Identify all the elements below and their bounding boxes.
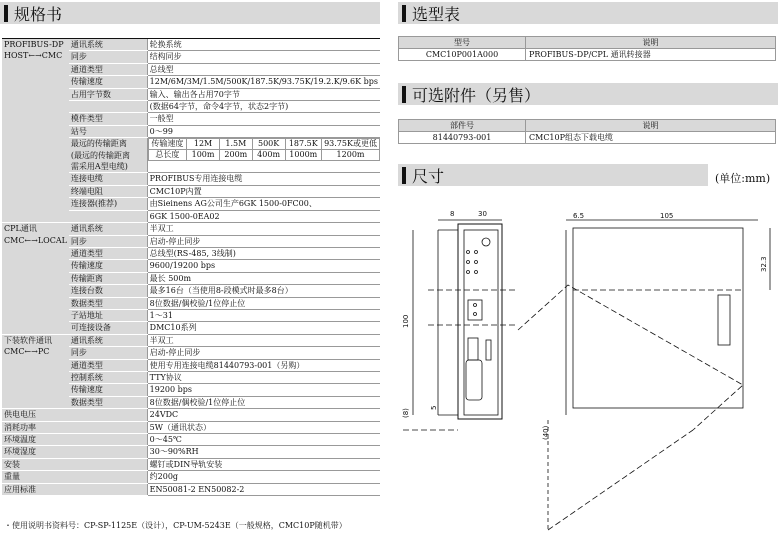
spec-key: 通道类型	[69, 63, 147, 75]
accessory-header	[398, 83, 778, 105]
spec-key: 连接台数	[69, 285, 147, 297]
spec-key: 通道类型	[69, 247, 147, 259]
general-value: 5W（通讯状态）	[147, 421, 380, 433]
general-key: 供电电压	[2, 409, 147, 421]
spec-value: 结构同步	[147, 51, 380, 63]
spec-key: 传输速度	[69, 260, 147, 272]
dim-105: 105	[660, 212, 674, 220]
spec-value: 8位数据/偶校验/1位停止位	[147, 297, 380, 309]
general-value: 30～90%RH	[147, 446, 380, 458]
general-key: 重量	[2, 471, 147, 483]
dim-30: 30	[478, 210, 487, 218]
general-key: 安装	[2, 458, 147, 470]
general-key: 应用标准	[2, 483, 147, 495]
spec-value: 由Sieinens AG公司生产6GK 1500-0FC00、	[147, 198, 380, 210]
spec-value: 总线型	[147, 63, 380, 75]
spec-value: 启动-停止同步	[147, 347, 380, 359]
spec-value: 0～99	[147, 125, 380, 137]
spec-key: 同步	[69, 51, 147, 63]
spec-value: 8位数据/偶校验/1位停止位	[147, 396, 380, 408]
select-header-model: 型号	[399, 37, 526, 49]
spec-header	[0, 2, 380, 24]
dimension-title: 尺寸	[412, 166, 445, 186]
dimension-header	[398, 164, 708, 186]
spec-value: TTY协议	[147, 371, 380, 383]
spec-key: 子站地址	[69, 309, 147, 321]
footnote: ・使用说明书资料号：CP-SP-1125E（设计），CP-UM-5243E（一般规格，CMC10P随机带）	[4, 521, 347, 530]
spec-value: (数据64字节，命令4字节，状态2字节)	[147, 101, 380, 113]
spec-value: 使用专用连接电缆81440793-001（另购）	[147, 359, 380, 371]
spec-value: 半双工	[147, 223, 380, 235]
acc-header-part: 部件号	[399, 120, 526, 132]
dim-65: 6.5	[573, 212, 585, 220]
spec-value: 19200 bps	[147, 384, 380, 396]
spec-key: 同步	[69, 235, 147, 247]
dim-5: 5	[430, 405, 438, 410]
select-model: CMC10P001A000	[399, 49, 526, 61]
acc-desc: CMC10P组态下载电缆	[526, 132, 776, 144]
spec-key: 终端电阻	[69, 185, 147, 197]
accessory-table	[398, 119, 776, 144]
spec-key	[69, 210, 147, 222]
distance-length: 400m	[252, 150, 285, 161]
spec-key: 站号	[69, 125, 147, 137]
spec-key: 数据类型	[69, 396, 147, 408]
front-view	[402, 210, 550, 530]
spec-key: 数据类型	[69, 297, 147, 309]
distance-length: 100m	[187, 150, 220, 161]
spec-value: CMC10P内置	[147, 185, 380, 197]
distance-length: 1000m	[285, 150, 322, 161]
distance-speed-header: 传输速度	[148, 139, 187, 150]
distance-speed: 500K	[252, 139, 285, 150]
spec-value: DMC10系列	[147, 322, 380, 334]
spec-key: 同步	[69, 347, 147, 359]
spec-value: 一般型	[147, 113, 380, 125]
spec-key: 控制系统	[69, 371, 147, 383]
spec-group: 下装软件通讯 CMC←→PC	[2, 334, 69, 408]
spec-group: PROFIBUS-DP HOST←→CMC	[2, 39, 69, 223]
spec-key: 占用字节数	[69, 88, 147, 100]
spec-table	[2, 38, 380, 496]
general-key: 环境湿度	[2, 446, 147, 458]
dimension-drawing	[398, 190, 778, 545]
spec-key: 连接电缆	[69, 173, 147, 185]
distance-label: 最远的传输距离 (最远的传输距离 需采用A型电缆)	[69, 138, 147, 173]
spec-value: 最多16台（当使用8-段模式时最多8台）	[147, 285, 380, 297]
distance-length: 200m	[219, 150, 252, 161]
spec-value: 启动-停止同步	[147, 235, 380, 247]
spec-value: 总线型(RS-485, 3线制)	[147, 247, 380, 259]
general-key: 环境温度	[2, 434, 147, 446]
distance-speed: 93.75K或更低	[322, 139, 380, 150]
distance-length: 1200m	[322, 150, 380, 161]
spec-value: 最长 500m	[147, 272, 380, 284]
spec-value: 半双工	[147, 334, 380, 346]
spec-value: 轮换系统	[147, 39, 380, 51]
side-view	[518, 212, 770, 530]
spec-value: 9600/19200 bps	[147, 260, 380, 272]
dim-323: 32.3	[760, 256, 768, 272]
dim-8: 8	[450, 210, 455, 218]
distance-speed: 12M	[187, 139, 220, 150]
select-header	[398, 2, 778, 24]
general-value: 0～45℃	[147, 434, 380, 446]
spec-key: 连接器(推荐)	[69, 198, 147, 210]
dim-100: 100	[402, 314, 410, 328]
select-header-desc: 说明	[526, 37, 776, 49]
general-value: 螺钉或DIN导轨安装	[147, 458, 380, 470]
spec-value: 输入、输出各占用70字节	[147, 88, 380, 100]
acc-part: 81440793-001	[399, 132, 526, 144]
spec-value: PROFIBUS专用连接电缆	[147, 173, 380, 185]
distance-length-header: 总长度	[148, 150, 187, 161]
general-key: 消耗功率	[2, 421, 147, 433]
spec-value: 6GK 1500-0EA02	[147, 210, 380, 222]
acc-header-desc: 说明	[526, 120, 776, 132]
spec-key: 传输距离	[69, 272, 147, 284]
select-title: 选型表	[412, 4, 461, 24]
spec-key: 通道类型	[69, 359, 147, 371]
spec-key: 通讯系统	[69, 39, 147, 51]
spec-key	[69, 101, 147, 113]
spec-title: 规格书	[14, 4, 63, 24]
unit-label: (单位:mm)	[715, 172, 771, 185]
select-table	[398, 36, 776, 61]
spec-key: 传输速度	[69, 384, 147, 396]
spec-key: 可连接设备	[69, 322, 147, 334]
spec-key: 模件类型	[69, 113, 147, 125]
spec-value: 1～31	[147, 309, 380, 321]
accessory-title: 可选附件（另售）	[412, 85, 541, 105]
dim-40: (40)	[542, 425, 550, 440]
spec-key: 通讯系统	[69, 334, 147, 346]
select-desc: PROFIBUS-DP/CPL 通讯转接器	[526, 49, 776, 61]
distance-table	[148, 138, 380, 161]
distance-speed: 1.5M	[219, 139, 252, 150]
general-value: EN50081-2 EN50082-2	[147, 483, 380, 495]
spec-group: CPL通讯 CMC←→LOCAL	[2, 223, 69, 335]
spec-key: 通讯系统	[69, 223, 147, 235]
general-value: 24VDC	[147, 409, 380, 421]
distance-speed: 187.5K	[285, 139, 322, 150]
spec-key: 传输速度	[69, 76, 147, 88]
dim-8b: (8)	[402, 408, 410, 418]
spec-value: 12M/6M/3M/1.5M/500K/187.5K/93.75K/19.2.K/9.6K bps	[147, 76, 380, 88]
general-value: 约200g	[147, 471, 380, 483]
